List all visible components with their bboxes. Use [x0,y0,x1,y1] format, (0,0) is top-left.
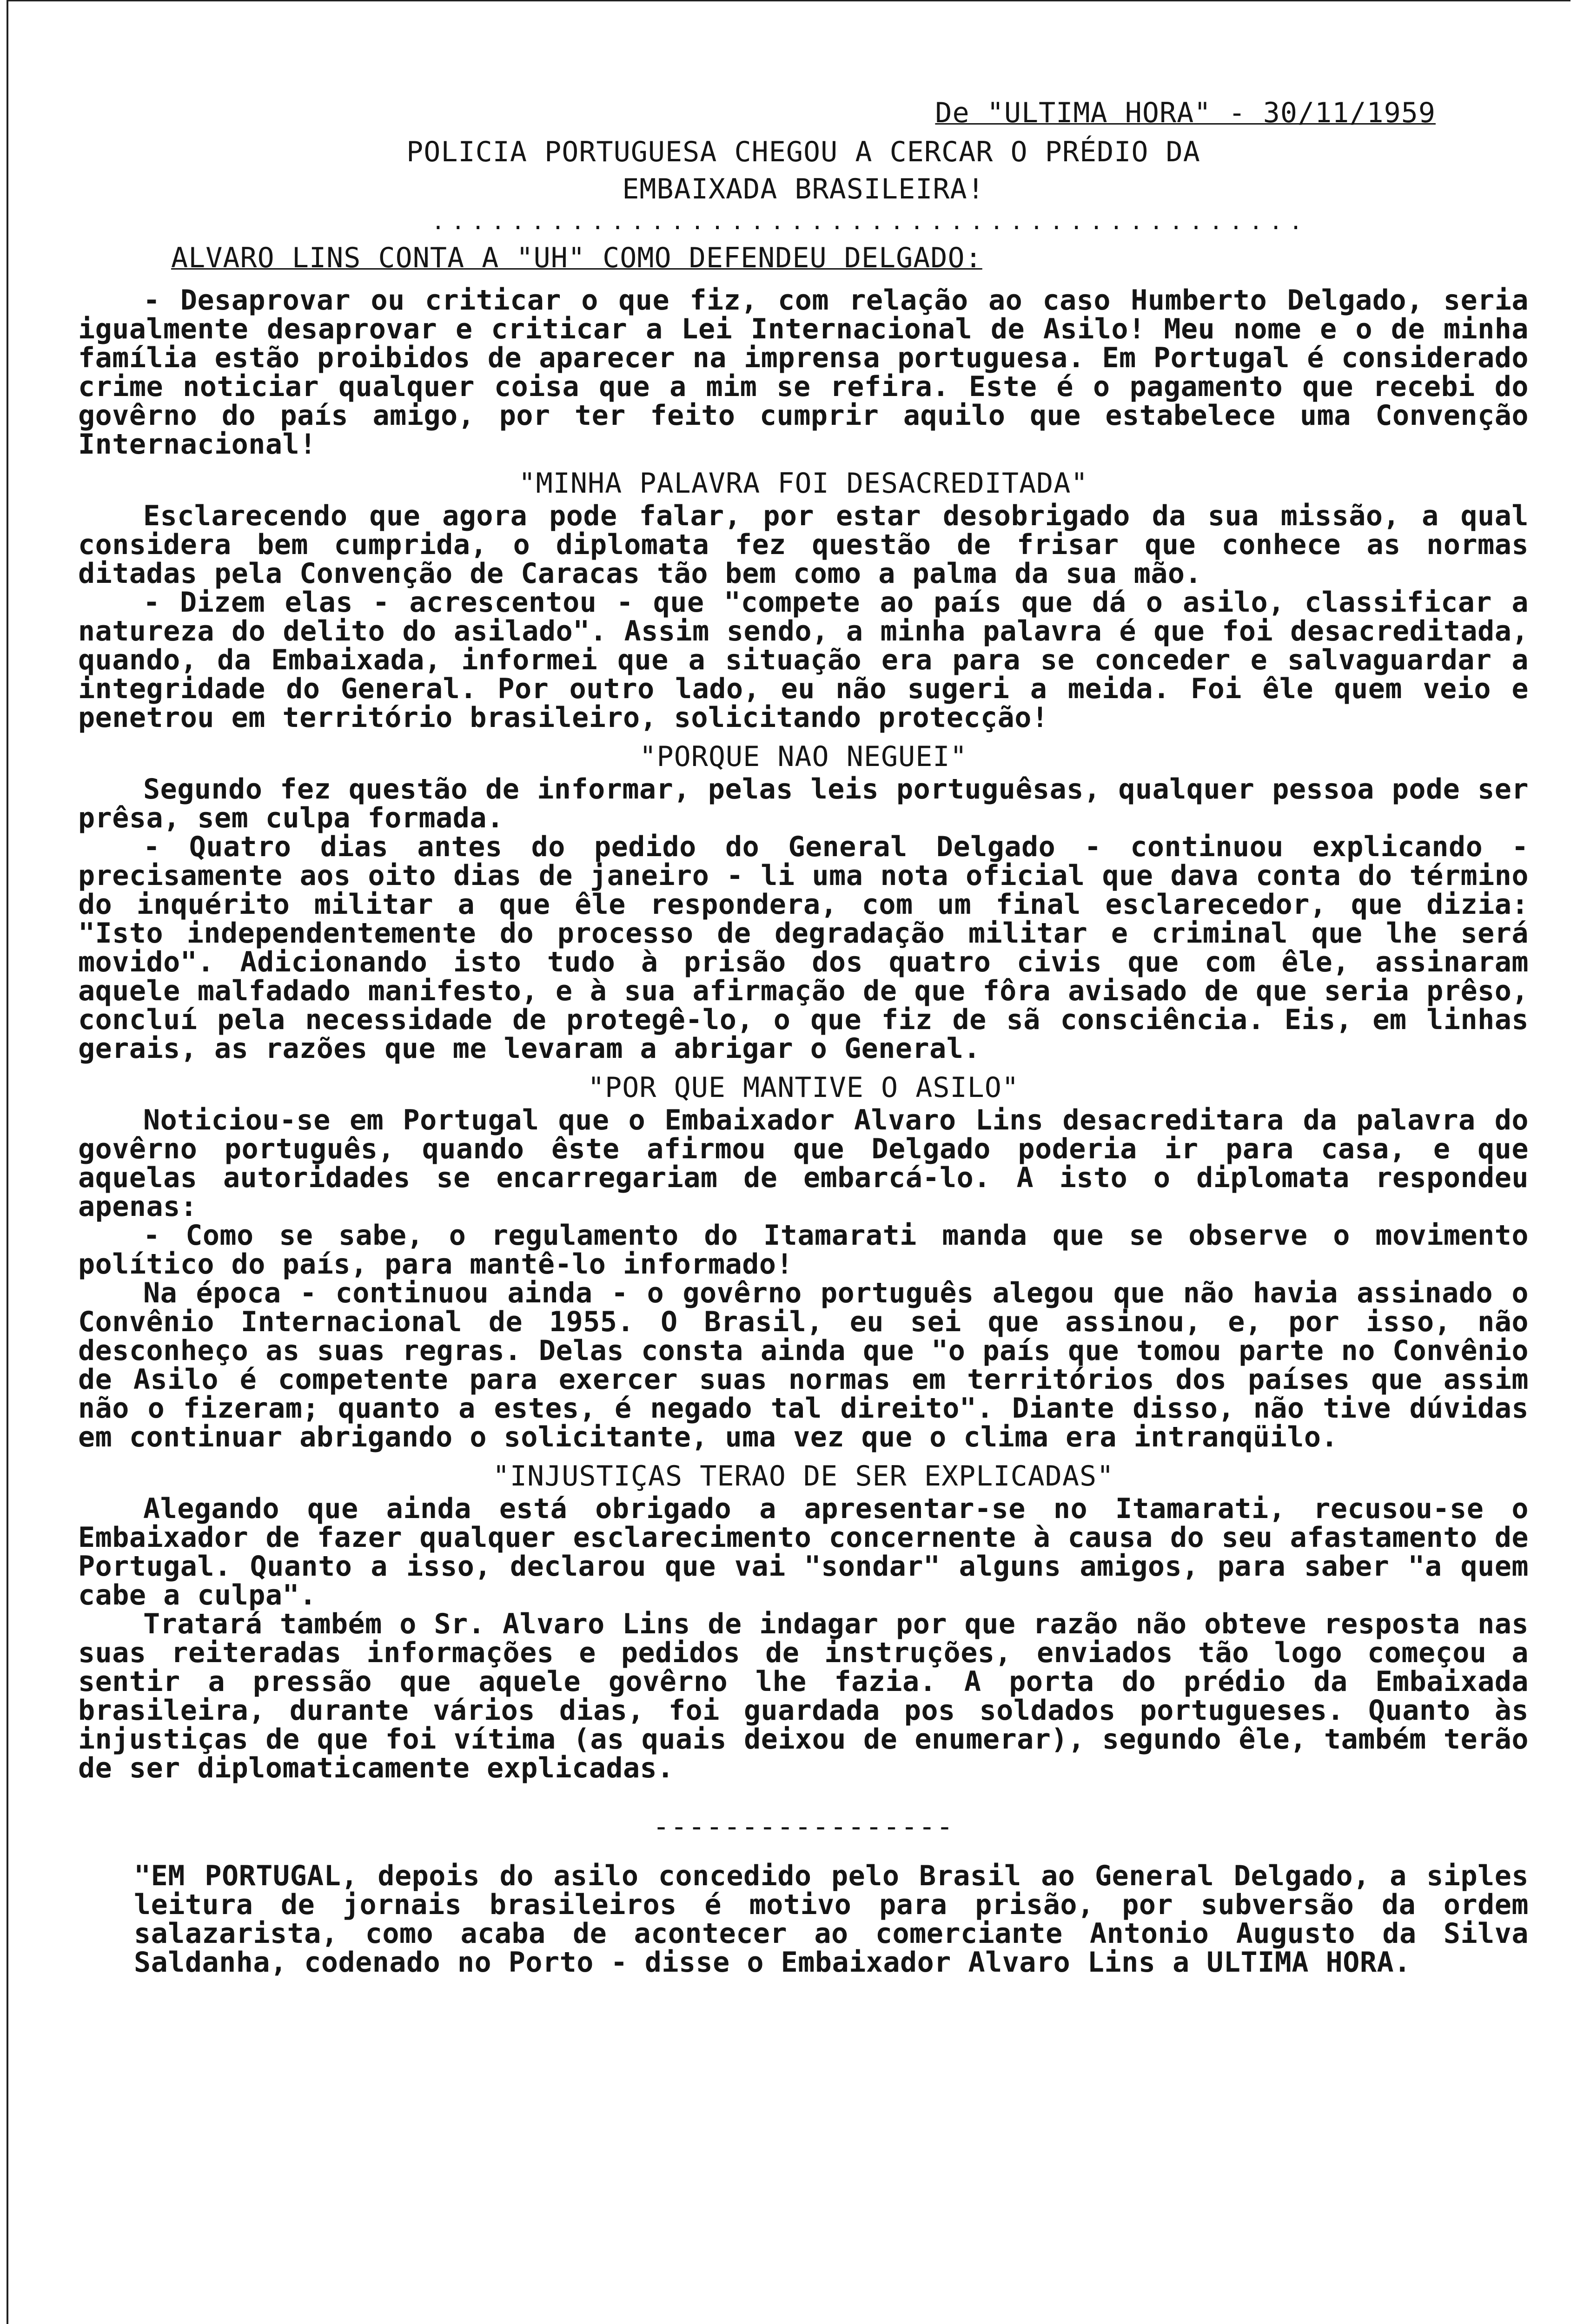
byline: ALVARO LINS CONTA A "UH" COMO DEFENDEU DELGADO: [171,242,982,274]
headline-line-1: POLICIA PORTUGUESA CHEGOU A CERCAR O PRÉDIO DA [406,136,1200,168]
section4-paragraph-3: Na época - continuou ainda - o govêrno português alegou que não havia assinado o Convênio Internacional de 1955. O Brasil, eu sei que assinou, e, por isso, não desconheço as suas regras. Delas consta ainda que "o país que tomou parte no Convênio de Asilo é competente para exercer suas normas em territórios dos países que assim não o fizeram; quanto a estes, é negado tal direito". Diante disso, não tive dúvidas em continuar abrigando o solicitante, uma vez que o clima era intranqüilo. [78,1277,1529,1453]
section5-paragraph-2: Tratará também o Sr. Alvaro Lins de indagar por que razão não obteve resposta nas suas reiteradas informações e pedidos de instruções, enviados tão logo começou a sentir a pressão que aquele govêrno lhe fazia. A porta do prédio da Embaixada brasileira, durante vários dias, foi guardada pos soldados portugueses. Quanto às injustiças de que foi vítima (as quais deixou de enumerar), segundo êle, também terão de ser diplomaticamente explicadas. [78,1608,1529,1784]
source-text: De "ULTIMA HORA" - 30/11/1959 [935,97,1436,129]
document-body [78,94,1529,1977]
section2-paragraph-2: - Dizem elas - acrescentou - que "compete ao país que dá o asilo, classificar a natureza do delito do asilado". Assim sendo, a minha palavra é que foi desacreditada, quando, da Embaixada, informei que a situação era para se conceder e salvaguardar a integridade do General. Por outro lado, eu não sugeri a meida. Foi êle quem veio e penetrou em território brasileiro, solicitando protecção! [78,586,1529,734]
section3-paragraph-2: - Quatro dias antes do pedido do General Delgado - continuou explicando - precisamente aos oito dias de janeiro - li uma nota oficial que dava conta do término do inquérito militar a que êle respondera, com um final esclarecedor, que dizia: "Isto independentemente do processo de degradação militar e criminal que lhe será movido". Adicionando isto tudo à prisão dos quatro civis que com êle, assinaram aquele malfadado manifesto, e à sua afirmação de que fôra avisado de que seria prêso, concluí pela necessidade de protegê-lo, o que fiz de sã consciência. Eis, em linhas gerais, as razões que me levaram a abrigar o General. [78,831,1529,1065]
source-line [78,94,1529,132]
section4-paragraph-2: - Como se sabe, o regulamento do Itamarati manda que se observe o movimento político do país, para mantê-lo informado! [78,1219,1529,1281]
section4-title: "POR QUE MANTIVE O ASILO" [587,1071,1020,1104]
section5-paragraph-1: Alegando que ainda está obrigado a apresentar-se no Itamarati, recusou-se o Embaixador de fazer qualquer esclarecimento concernente à causa do seu afastamento de Portugal. Quanto a isso, declarou que vai "sondar" alguns amigos, para saber "a quem cabe a culpa". [78,1492,1529,1611]
footer-note-text: "EM PORTUGAL, depois do asilo concedido pelo Brasil ao General Delgado, a siples leitura de jornais brasileiros é motivo para prisão, por subversão da ordem salazarista, como acaba de acontecer ao comerciante Antonio Augusto da Silva Saldanha, codenado no Porto - disse o Embaixador Alvaro Lins a ULTIMA HORA. [134,1860,1529,1979]
section4-paragraph-1: Noticiou-se em Portugal que o Embaixador Alvaro Lins desacreditara da palavra do govêrno português, quando êste afirmou que Delgado poderia ir para casa, e que aquelas autoridades se encarregariam de embarcá-lo. A isto o diplomata respondeu apenas: [78,1104,1529,1223]
section3-paragraph-1: Segundo fez questão de informar, pelas leis portuguêsas, qualquer pessoa pode ser prêsa, sem culpa formada. [78,773,1529,834]
section2-title: "MINHA PALAVRA FOI DESACREDITADA" [518,467,1088,500]
headline-line-2: EMBAIXADA BRASILEIRA! [622,173,985,205]
document-page [7,0,1570,2324]
section2-paragraph-1: Esclarecendo que agora pode falar, por estar desobrigado da sua missão, a qual considera bem cumprida, o diplomata fez questão de frisar que conhece as normas ditadas pela Convenção de Caracas tão bem como a palma da sua mão. [78,500,1529,590]
section1-paragraph-1: - Desaprovar ou criticar o que fiz, com relação ao caso Humberto Delgado, seria igualmente desaprovar e criticar a Lei Internacional de Asilo! Meu nome e o de minha família estão proibidos de aparecer na imprensa portuguesa. Em Portugal é considerado crime noticiar qualquer coisa que a mim se refira. Este é o pagamento que recebi do govêrno do país amigo, por ter feito cumprir aquilo que estabelece uma Convenção Internacional! [78,284,1529,461]
dotted-rule: ............................................ [431,209,1309,235]
section5-title: "INJUSTIÇAS TERAO DE SER EXPLICADAS" [492,1460,1114,1492]
section3-title: "PORQUE NAO NEGUEI" [639,740,967,773]
footer-note [78,1862,1529,1977]
separator-line: ----------------- [652,1810,954,1843]
